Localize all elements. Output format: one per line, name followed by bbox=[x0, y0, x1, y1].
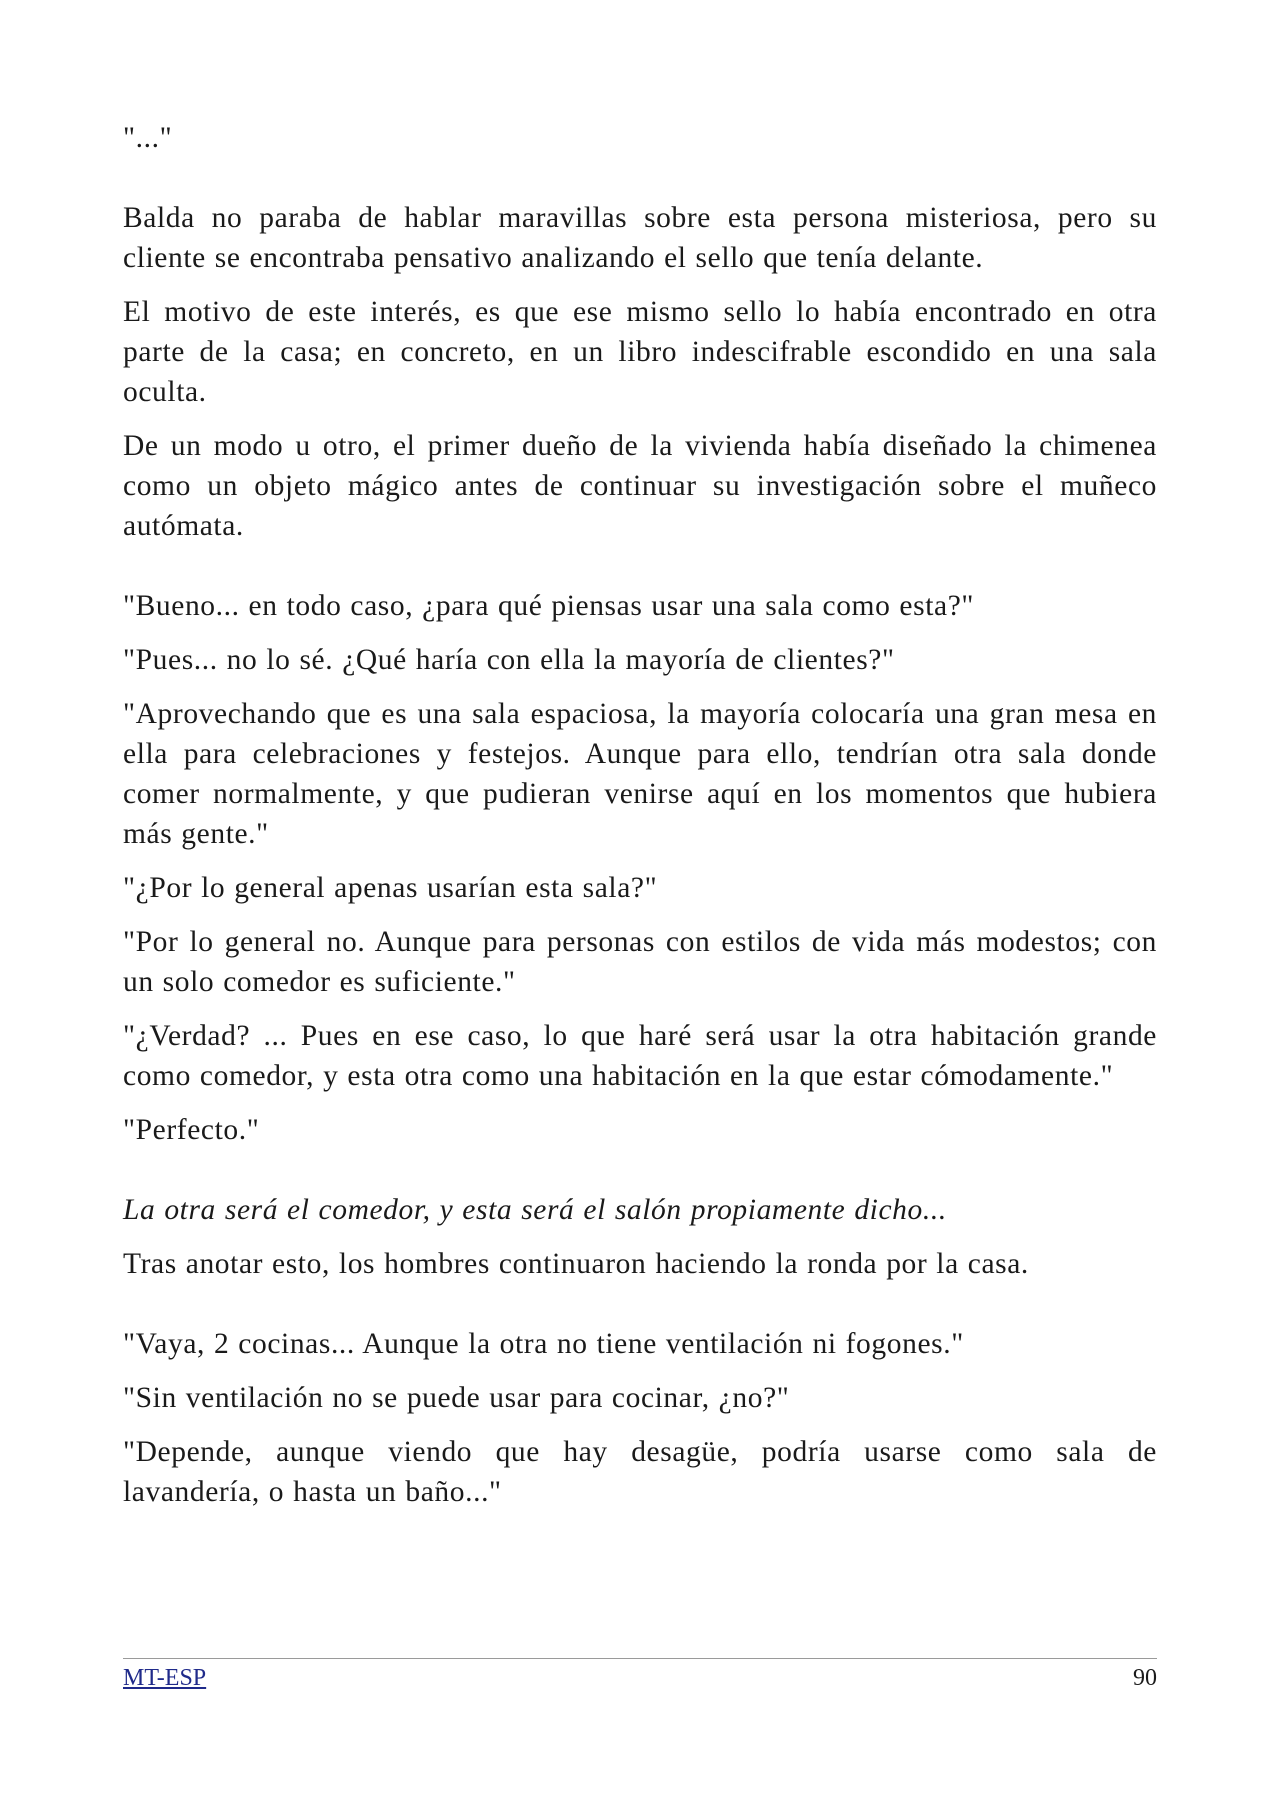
dialogue-line: "Sin ventilación no se puede usar para cocinar, ¿no?" bbox=[123, 1382, 790, 1414]
dialogue-line: "Depende, aunque viendo que hay desagüe, podría usarse como sala de lavandería, o hasta un baño..." bbox=[123, 1436, 1157, 1508]
dialogue-line: "Aprovechando que es una sala espaciosa, la mayoría colocaría una gran mesa en ella para celebraciones y festejos. Aunque para ello, tendrían otra sala donde comer normalmente, y que pudieran venirse aquí en los momentos que hubiera más gente." bbox=[123, 698, 1157, 850]
paragraph-motive: El motivo de este interés, es que ese mismo sello lo había encontrado en otra parte de la casa; en concreto, en un libro indescifrable escondido en una sala oculta. bbox=[123, 296, 1157, 408]
dialogue-line: "Vaya, 2 cocinas... Aunque la otra no tiene ventilación ni fogones." bbox=[123, 1328, 964, 1360]
paragraph-first-owner: De un modo u otro, el primer dueño de la vivienda había diseñado la chimenea como un objeto mágico antes de continuar su investigación sobre el muñeco autómata. bbox=[123, 430, 1157, 542]
paragraph-narration: Tras anotar esto, los hombres continuaron haciendo la ronda por la casa. bbox=[123, 1248, 1029, 1280]
dialogue-line: "Pues... no lo sé. ¿Qué haría con ella la mayoría de clientes?" bbox=[123, 644, 895, 676]
paragraph-ellipsis: "..." bbox=[123, 122, 173, 154]
dialogue-line: "Perfecto." bbox=[123, 1114, 260, 1146]
paragraph-balda-talking: Balda no paraba de hablar maravillas sobre esta persona misteriosa, pero su cliente se encontraba pensativo analizando el sello que tenía delante. bbox=[123, 202, 1157, 274]
dialogue-line: "¿Verdad? ... Pues en ese caso, lo que haré será usar la otra habitación grande como comedor, y esta otra como una habitación en la que estar cómodamente." bbox=[123, 1020, 1157, 1092]
page-body bbox=[123, 118, 1157, 1526]
page-footer bbox=[123, 1658, 1157, 1691]
page-number: 90 bbox=[1133, 1665, 1157, 1691]
dialogue-line: "Por lo general no. Aunque para personas con estilos de vida más modestos; con un solo comedor es suficiente." bbox=[123, 926, 1157, 998]
inner-thought: La otra será el comedor, y esta será el salón propiamente dicho... bbox=[123, 1194, 947, 1226]
dialogue-line: "Bueno... en todo caso, ¿para qué piensas usar una sala como esta?" bbox=[123, 590, 975, 622]
footer-link[interactable]: MT-ESP bbox=[123, 1665, 207, 1691]
dialogue-line: "¿Por lo general apenas usarían esta sala?" bbox=[123, 872, 658, 904]
